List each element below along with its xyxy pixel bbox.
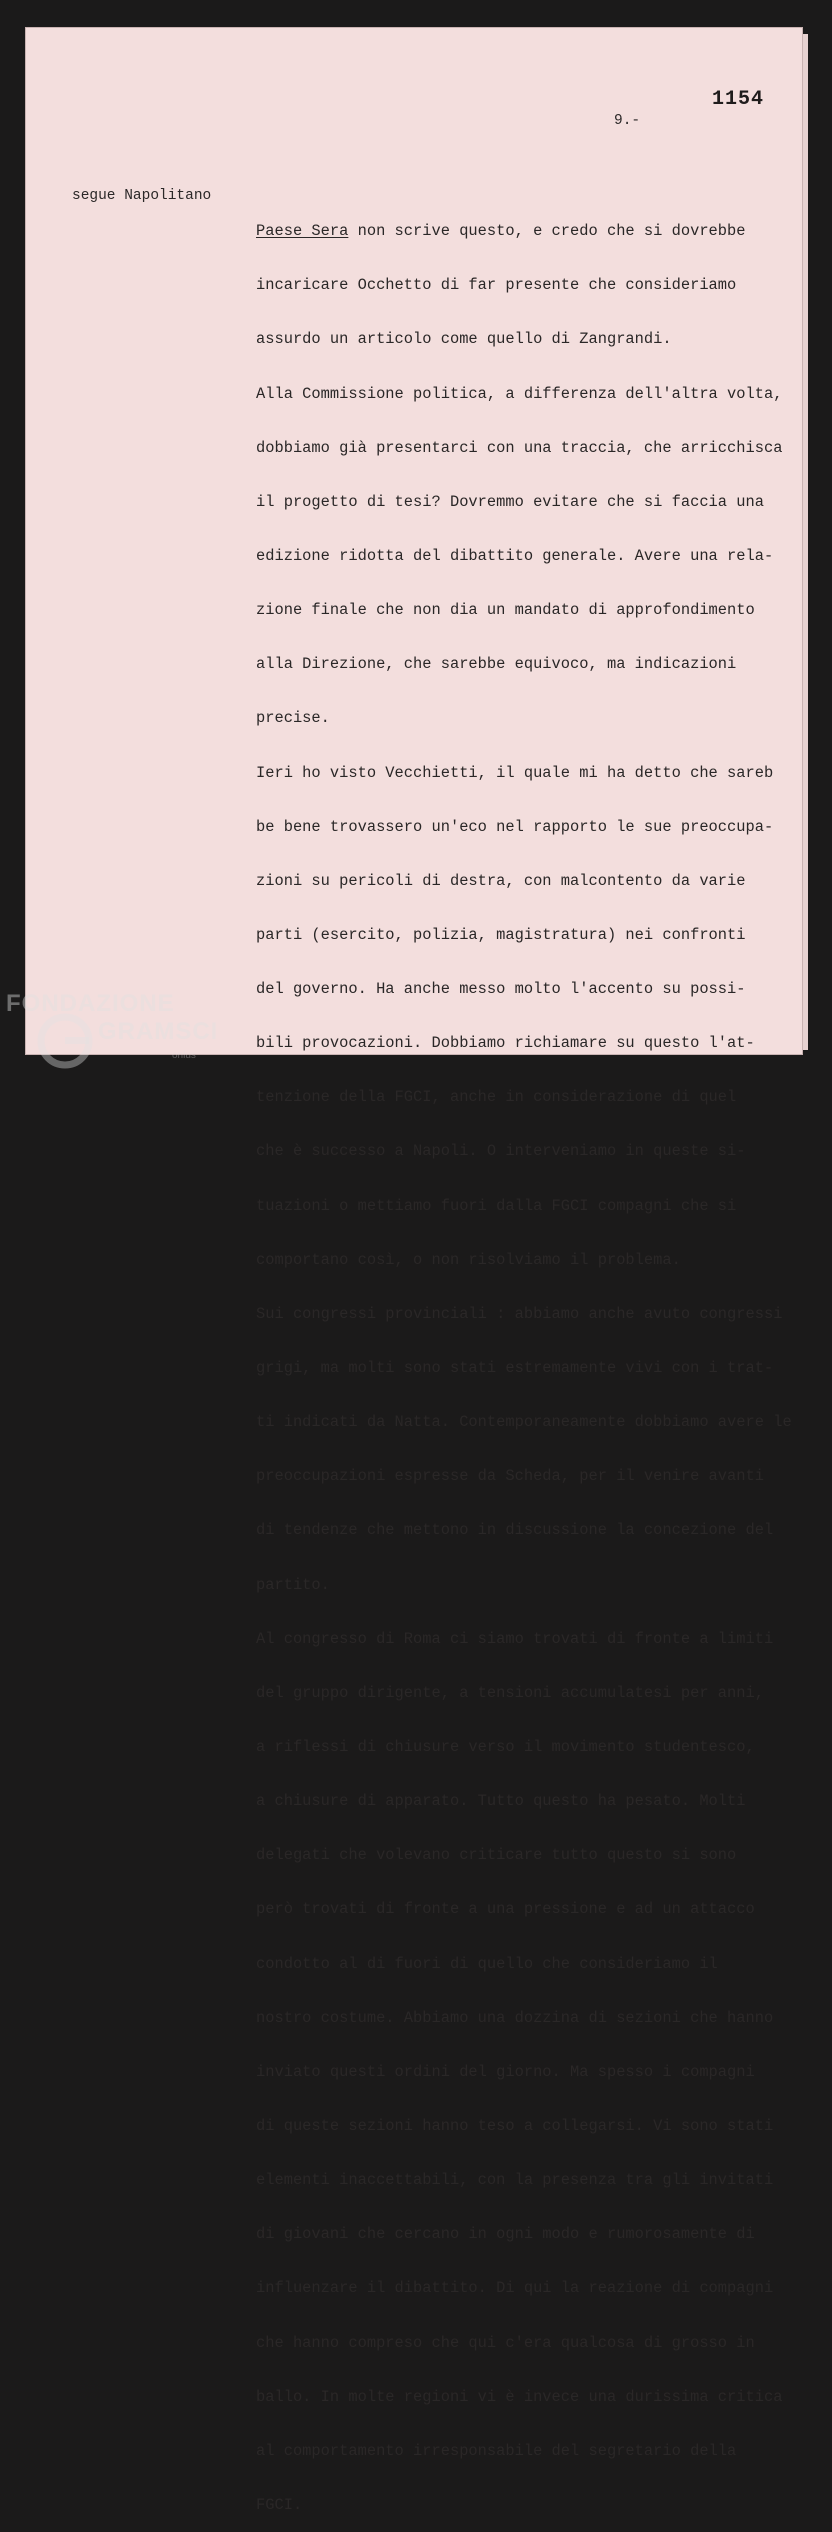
body-line: ti indicati da Natta. Contemporaneamente dobbiamo avere le [256, 1413, 792, 1432]
speaker-label: segue Napolitano [72, 188, 212, 204]
body-line: però trovati di fronte a una pressione e ad un attacco [256, 1900, 755, 1919]
body-line-0: Paese Sera non scrive questo, e credo che si dovrebbe [256, 222, 746, 241]
body-line: che è successo a Napoli. O interveniamo in queste si- [256, 1142, 746, 1161]
body-line: di giovani che cercano in ogni modo e rumorosamente di [256, 2225, 755, 2244]
body-line: FGCI. [256, 2496, 303, 2514]
body-line: influenzare il dibattito. Di qui la reazione di compagni [256, 2279, 774, 2298]
body-line: al comportamento irresponsabile del segretario della [256, 2441, 737, 2460]
body-line: be bene trovassero un'eco nel rapporto le sue preoccupa- [256, 817, 774, 836]
body-line: edizione ridotta del dibattito generale. Avere una rela- [256, 546, 774, 565]
body-line: incaricare Occhetto di far presente che consideriamo [256, 276, 737, 295]
body-line: di tendenze che mettono in discussione la concezione del [256, 1521, 774, 1540]
body-line: partito. [256, 1575, 330, 1594]
body-line: assurdo un articolo come quello di Zangrandi. [256, 330, 672, 349]
body-line: Sui congressi provinciali : abbiamo anche avuto congressi [256, 1304, 783, 1323]
watermark-line-1: FONDAZIONE [6, 990, 175, 1017]
fondazione-gramsci-watermark [6, 990, 219, 1070]
body-line: a chiusure di apparato. Tutto questo ha pesato. Molti [256, 1792, 746, 1811]
body-line: delegati che volevano criticare tutto questo si sono [256, 1846, 737, 1865]
body-line: tenzione della FGCI, anche in considerazione di quel [256, 1088, 737, 1107]
body-line: precise. [256, 709, 330, 728]
archive-number: 1154 [712, 88, 765, 111]
body-line: condotto al di fuori di quello che consideriamo il [256, 1954, 718, 1973]
body-line: comportano così, o non risolviamo il problema. [256, 1250, 681, 1269]
body-line: grigi, ma molti sono stati estremamente vivi con i trat- [256, 1359, 774, 1378]
body-line: il progetto di tesi? Dovremmo evitare che si faccia una [256, 492, 764, 511]
gramsci-logo-icon [36, 1012, 94, 1070]
body-line: preoccupazioni espresse da Scheda, per il venire avanti [256, 1467, 764, 1486]
body-text [256, 186, 804, 2532]
body-line: zione finale che non dia un mandato di approfondimento [256, 601, 755, 620]
body-line: parti (esercito, polizia, magistratura) nei confronti [256, 925, 746, 944]
body-line: bili provocazioni. Dobbiamo richiamare su questo l'at- [256, 1034, 755, 1053]
body-line: del governo. Ha anche messo molto l'accento su possi- [256, 980, 746, 999]
body-line: nostro costume. Abbiamo una dozzina di sezioni che hanno [256, 2008, 774, 2027]
page-number: 9.- [614, 113, 641, 129]
underlined-title: Paese Sera [256, 222, 349, 241]
body-line: Ieri ho visto Vecchietti, il quale mi ha detto che sareb [256, 763, 774, 782]
body-line: alla Direzione, che sarebbe equivoco, ma indicazioni [256, 655, 737, 674]
body-line: dobbiamo già presentarci con una traccia, che arricchisca [256, 438, 783, 457]
body-line: tuazioni o mettiamo fuori dalla FGCI compagni che si [256, 1196, 737, 1215]
body-line: del gruppo dirigente, a tensioni accumulatesi per anni, [256, 1683, 764, 1702]
body-line: inviato questi ordini del giorno. Ma spesso i compagni [256, 2062, 755, 2081]
body-line: Alla Commissione politica, a differenza dell'altra volta, [256, 384, 783, 403]
body-line: elementi inaccettabili, con la presenza tra gli invitati [256, 2171, 774, 2190]
body-line: di queste sezioni hanno teso a collegarsi. Vi sono stati [256, 2117, 774, 2136]
body-line: zioni su pericoli di destra, con malcontento da varie [256, 871, 746, 890]
body-line: a riflessi di chiusure verso il movimento studentesco, [256, 1738, 755, 1757]
body-line: che hanno compreso che qui c'era qualcosa di grosso in [256, 2333, 755, 2352]
watermark-line-2: GRAMSCI [98, 1018, 219, 1045]
body-line: ballo. In molte regioni vi è invece una durissima critica [256, 2387, 783, 2406]
watermark-suffix: onlus [172, 1050, 196, 1061]
body-line: Al congresso di Roma ci siamo trovati di fronte a limiti [256, 1629, 774, 1648]
